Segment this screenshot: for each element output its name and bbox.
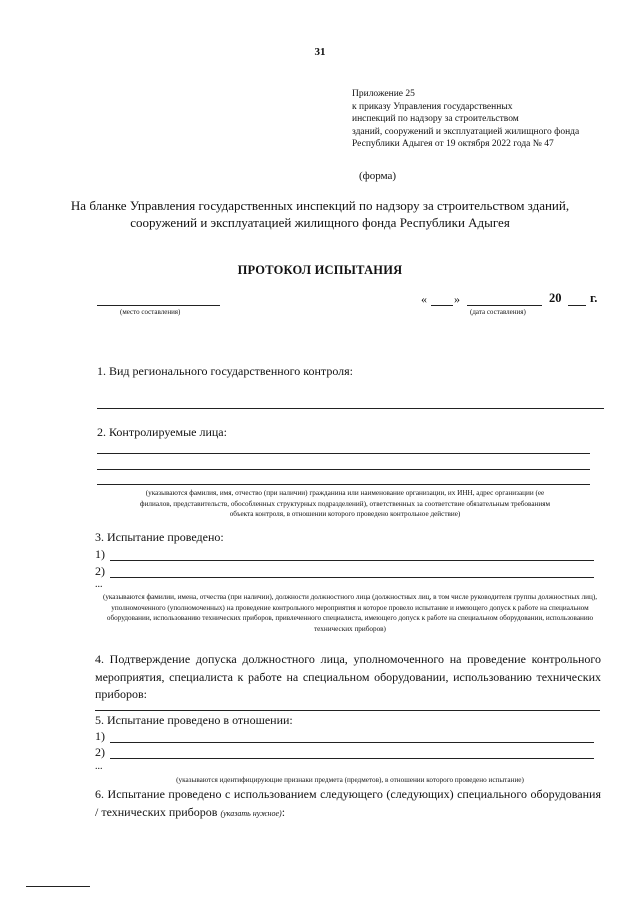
- appendix-line: Республики Адыгея от 19 октября 2022 года № 47: [352, 139, 554, 150]
- section2-line-3[interactable]: [97, 484, 590, 485]
- form-label: (форма): [359, 170, 397, 182]
- section1-line[interactable]: [97, 408, 604, 409]
- section3-line-2[interactable]: [110, 577, 594, 578]
- section5-item-2: 2): [95, 745, 105, 759]
- section6-text: [95, 786, 601, 822]
- appendix-line: зданий, сооружений и эксплуатацией жилищного фонда: [352, 126, 580, 137]
- appendix-block: [352, 88, 579, 151]
- section3-label: 3. Испытание проведено:: [95, 530, 224, 544]
- place-caption: (место составления): [120, 308, 181, 316]
- section2-line-1[interactable]: [97, 453, 590, 454]
- section1-label: 1. Вид регионального государственного контроля:: [97, 364, 354, 378]
- section5-line-1[interactable]: [110, 742, 594, 743]
- section6-main: 6. Испытание проведено с использованием следующего (следующих) специального оборудования / технических приборов: [95, 787, 601, 819]
- date-field: [421, 292, 427, 307]
- section2-hint: (указываются фамилия, имя, отчество (при наличии) гражданина или наименование организации, их ИНН, адрес организации (ее филиалов, представительств, обособленных структурных подразделений), ответственных за соответствие обязательным требованиям объекта контроля, в отношении которого проведено контрольное действие): [139, 489, 551, 518]
- place-line[interactable]: [97, 305, 220, 306]
- letterhead-heading: На бланке Управления государственных инспекций по надзору за строительством зданий, сооружений и эксплуатацией жилищного фонда Республики Адыгея: [70, 198, 570, 230]
- date-year-suffix: г.: [590, 291, 598, 305]
- section5-hint: (указываются идентифицирующие признаки предмета (предметов), в отношении которого проведено испытание): [176, 776, 524, 784]
- date-caption: (дата составления): [470, 308, 526, 316]
- section4-line[interactable]: [95, 710, 600, 711]
- appendix-line: инспекций по надзору за строительством: [352, 114, 519, 125]
- date-year-line[interactable]: [568, 305, 586, 306]
- section2-line-2[interactable]: [97, 469, 590, 470]
- section3-hint: (указываются фамилии, имена, отчества (при наличии), должности должностного лица (должностных лиц, в том числе руководителя группы должностных лиц), уполномоченного (уполномоченных) на проведение контрольного мероприятия и которое провело испытание и имеющего допуск к работе на специальном оборудовании, использованию технических приборов, привлеченного специалиста, имеющего допуск к работе на специальном оборудовании, использованию технических приборов): [102, 593, 598, 633]
- section4-text: 4. Подтверждение допуска должностного лица, уполномоченного на проведение контрольного мероприятия, специалиста к работе на специальном оборудовании, использованию технических приборов:: [95, 652, 601, 701]
- section2-label: 2. Контролируемые лица:: [97, 425, 227, 439]
- date-open-quote: «: [421, 292, 427, 306]
- section5-item-1: 1): [95, 729, 105, 743]
- footnote-separator: [26, 886, 90, 887]
- section3-item-2: 2): [95, 564, 105, 578]
- date-day-line[interactable]: [431, 305, 453, 306]
- section5-ellipsis: ...: [95, 761, 103, 772]
- section3-ellipsis: ...: [95, 579, 103, 590]
- section6-colon: :: [281, 804, 286, 819]
- section3-line-1[interactable]: [110, 560, 594, 561]
- section5-line-2[interactable]: [110, 758, 594, 759]
- section3-item-1: 1): [95, 547, 105, 561]
- appendix-line: Приложение 25: [352, 89, 415, 99]
- date-month-line[interactable]: [467, 305, 542, 306]
- date-year-prefix: 20: [549, 291, 562, 305]
- document-title: ПРОТОКОЛ ИСПЫТАНИЯ: [237, 263, 403, 277]
- section6-note: (указать нужное): [220, 808, 282, 818]
- appendix-line: к приказу Управления государственных: [352, 101, 513, 112]
- date-close-quote: »: [454, 292, 460, 306]
- page-number: 31: [314, 46, 326, 58]
- section5-label: 5. Испытание проведено в отношении:: [95, 713, 293, 727]
